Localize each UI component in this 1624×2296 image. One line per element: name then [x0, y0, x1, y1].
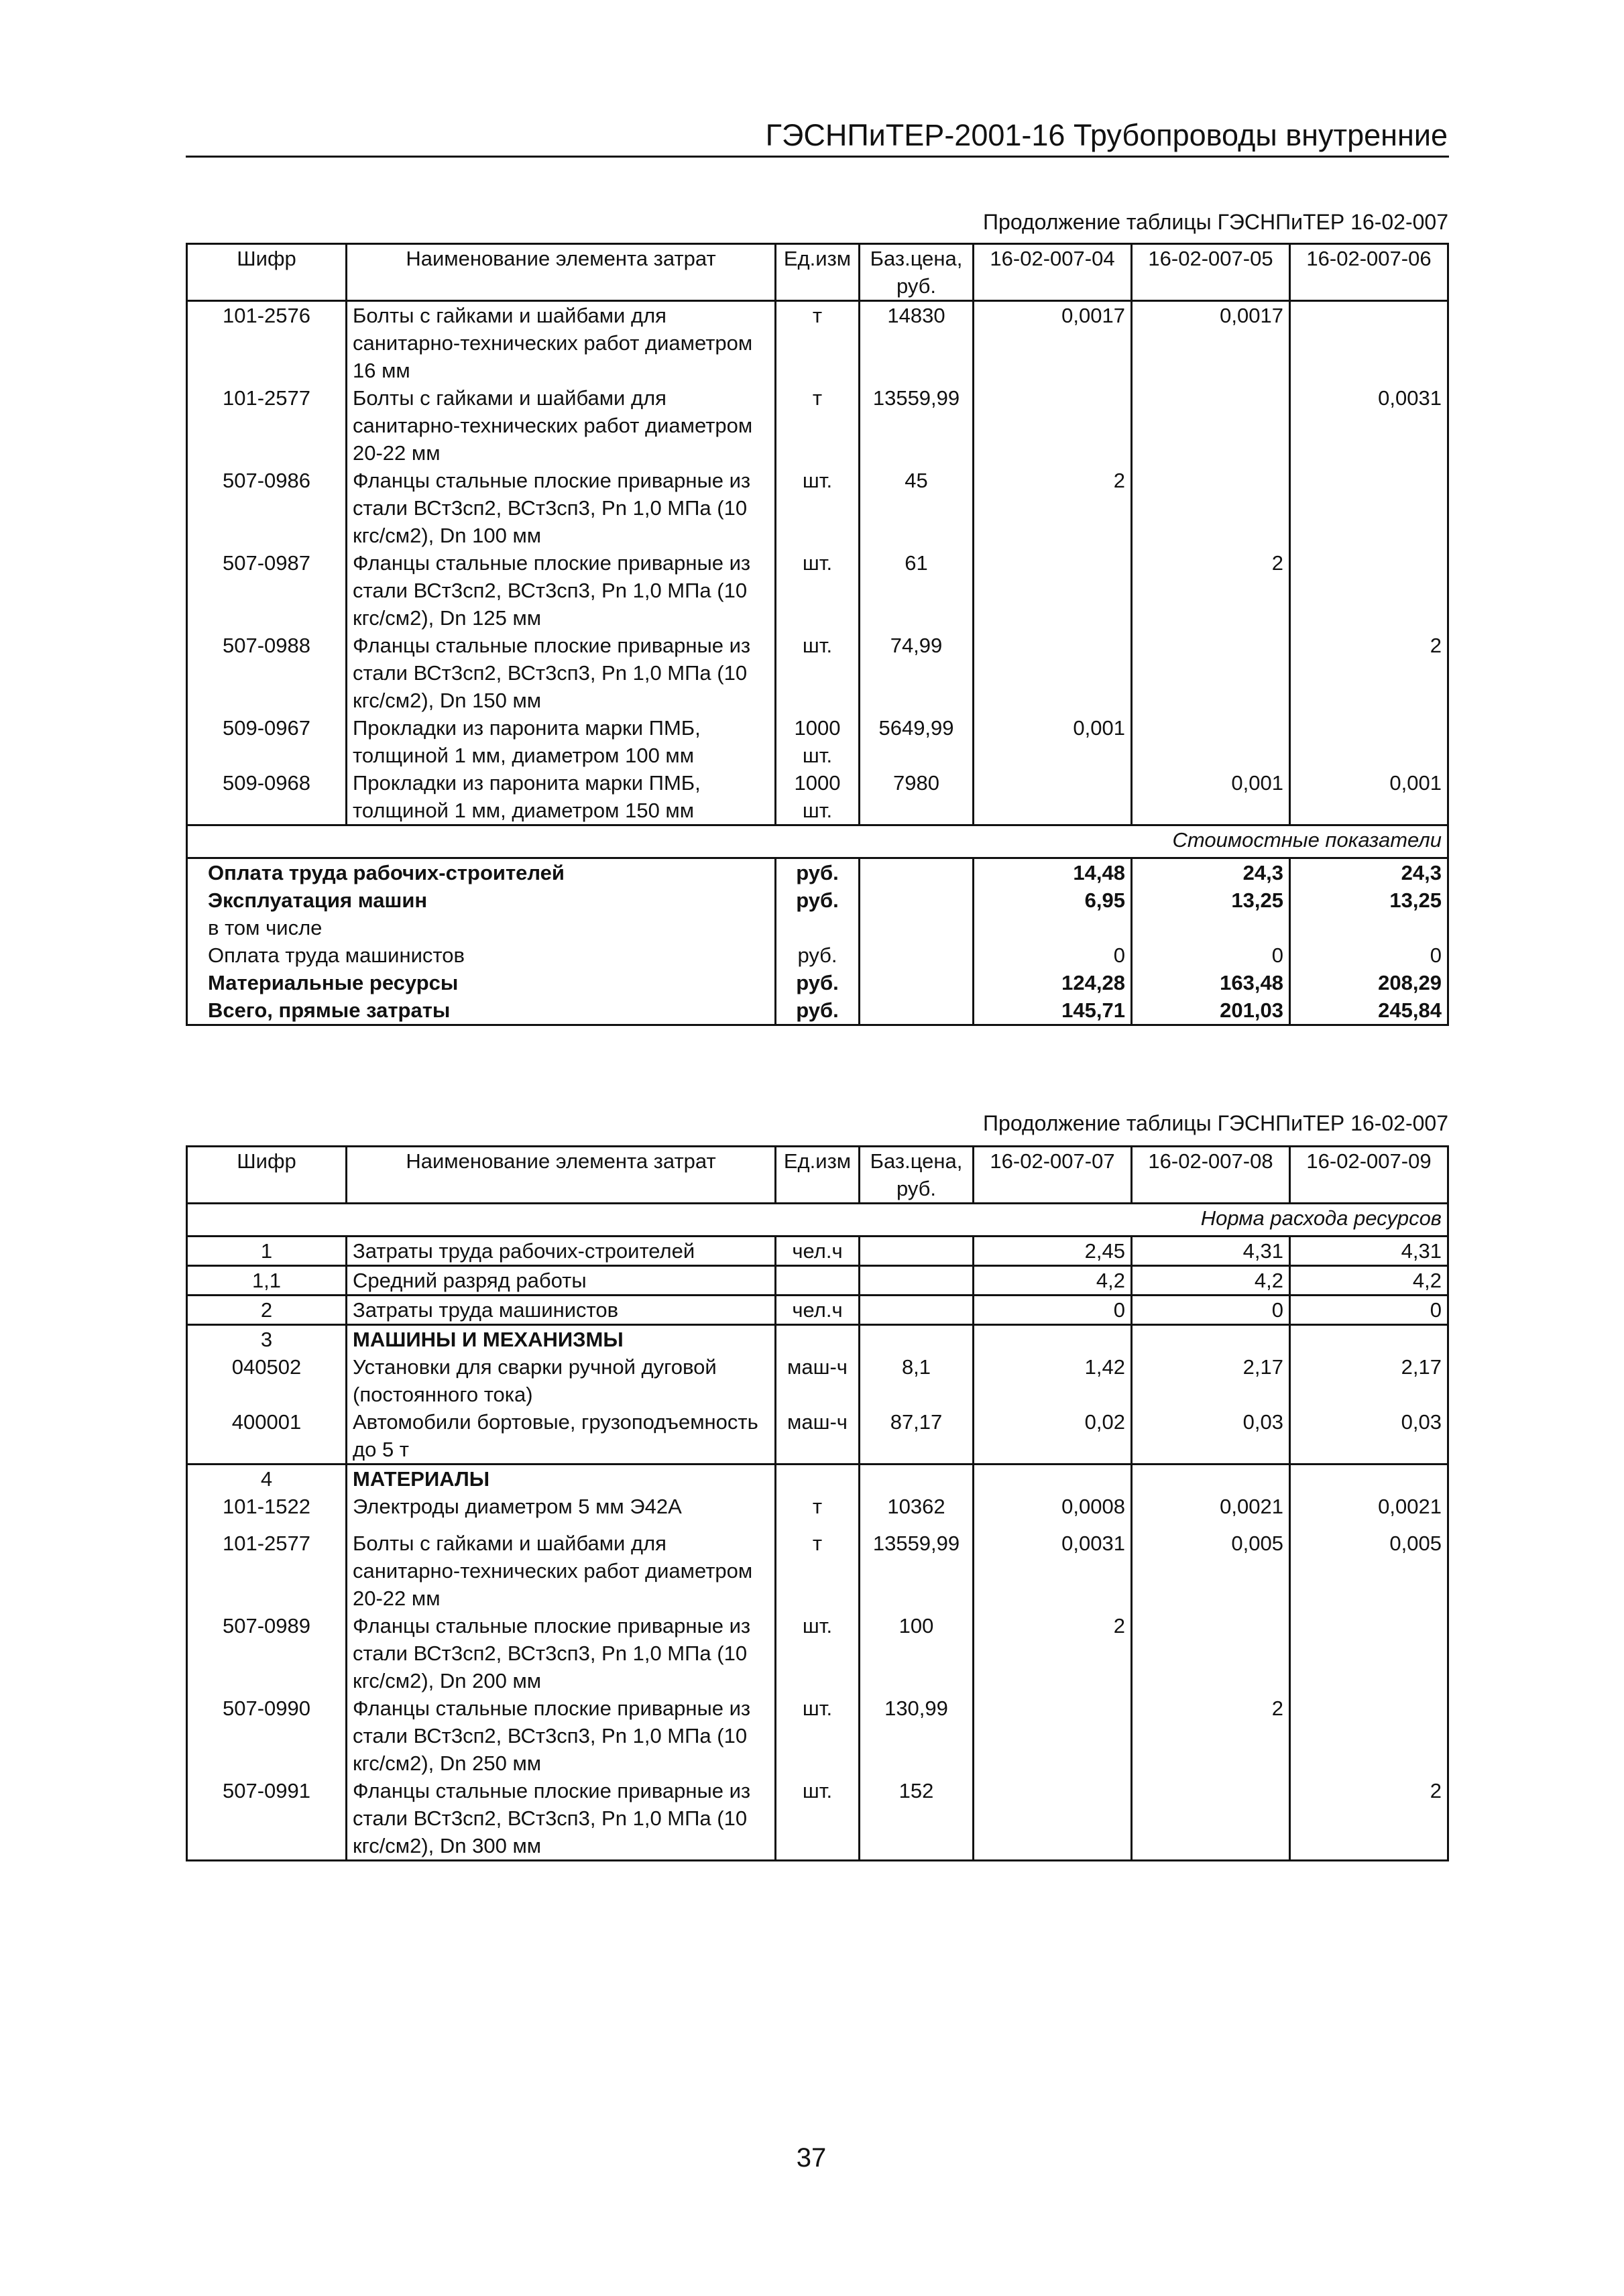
norm-value [974, 1777, 1132, 1861]
norm-value [1290, 1612, 1448, 1695]
resource-code: 040502 [231, 1355, 302, 1379]
cost-value [1290, 914, 1448, 941]
resource-code: 507-0990 [222, 1697, 310, 1720]
resource-name: Затраты труда рабочих-строителей [347, 1237, 776, 1266]
unit: руб. [776, 996, 860, 1025]
resource-code: 101-1522 [222, 1495, 310, 1518]
norm-value: 2 [974, 467, 1132, 549]
resource-name: Прокладки из паронита марки ПМБ, толщиной 1 мм, диаметром 100 мм [347, 714, 776, 769]
unit: чел.ч [776, 1296, 860, 1325]
unit: т [776, 1530, 860, 1612]
norm-value: 0,0008 [974, 1493, 1132, 1530]
norm-value: 0 [1132, 1296, 1290, 1325]
resource-name: Затраты труда машинистов [347, 1296, 776, 1325]
norm-value [1132, 714, 1290, 769]
base-price [860, 914, 974, 941]
table-row [187, 769, 1448, 825]
cost-label: Оплата труда рабочих-строителей [208, 861, 565, 884]
base-price: 14830 [860, 301, 974, 385]
unit [776, 1325, 860, 1354]
unit: шт. [776, 632, 860, 714]
unit: руб. [776, 886, 860, 914]
cost-value: 124,28 [974, 969, 1132, 996]
base-price: 152 [860, 1777, 974, 1861]
cost-value: 201,03 [1132, 996, 1290, 1025]
norm-value [1290, 1695, 1448, 1777]
resource-name: Болты с гайками и шайбами для санитарно-технических работ диаметром 20-22 мм [347, 1530, 776, 1612]
page-number: 37 [796, 2143, 827, 2173]
resource-name: МАШИНЫ И МЕХАНИЗМЫ [347, 1325, 776, 1354]
norm-value: 4,2 [974, 1266, 1132, 1296]
column-header: Ед.изм [776, 244, 860, 301]
resource-code: 400001 [231, 1410, 302, 1434]
norm-value: 2,17 [1132, 1353, 1290, 1408]
column-header: 16-02-007-09 [1290, 1147, 1448, 1204]
unit [776, 1266, 860, 1296]
resource-code: 507-0987 [222, 551, 310, 575]
resource-name: Прокладки из паронита марки ПМБ, толщиной 1 мм, диаметром 150 мм [347, 769, 776, 825]
table-row [187, 714, 1448, 769]
norm-value: 0 [974, 1296, 1132, 1325]
norm-value: 2 [974, 1612, 1132, 1695]
table1 [186, 243, 1449, 1026]
cost-value: 14,48 [974, 858, 1132, 887]
cost-value [1132, 914, 1290, 941]
cost-value: 24,3 [1132, 858, 1290, 887]
table-header-row [187, 1147, 1448, 1204]
column-header: Шифр [187, 244, 347, 301]
base-price [860, 1325, 974, 1354]
table-row [187, 1266, 1448, 1296]
norm-value [974, 549, 1132, 632]
base-price [860, 1296, 974, 1325]
norm-value [1132, 384, 1290, 467]
cost-value: 0 [1132, 941, 1290, 969]
base-price: 100 [860, 1612, 974, 1695]
unit: т [776, 1493, 860, 1530]
base-price: 45 [860, 467, 974, 549]
resource-name: МАТЕРИАЛЫ [347, 1465, 776, 1493]
norm-value [1132, 467, 1290, 549]
cost-row [187, 886, 1448, 914]
norm-value: 2 [1132, 1695, 1290, 1777]
column-header: 16-02-007-06 [1290, 244, 1448, 301]
base-price [860, 1266, 974, 1296]
norm-value [1132, 632, 1290, 714]
cost-label: Оплата труда машинистов [208, 943, 465, 967]
cost-value: 24,3 [1290, 858, 1448, 887]
resource-name: Болты с гайками и шайбами для санитарно-технических работ диаметром 20-22 мм [347, 384, 776, 467]
unit [776, 914, 860, 941]
norm-value: 2 [1132, 549, 1290, 632]
table-row [187, 1612, 1448, 1695]
unit [776, 1465, 860, 1493]
cost-label: Эксплуатация машин [208, 888, 428, 912]
resource-code: 2 [187, 1296, 347, 1325]
unit: руб. [776, 941, 860, 969]
base-price [860, 1237, 974, 1266]
cost-label: в том числе [208, 916, 323, 939]
norm-value: 0,0031 [974, 1530, 1132, 1612]
norm-value [1132, 1612, 1290, 1695]
table1-continuation: Продолжение таблицы ГЭСНПиТЕР 16-02-007 [983, 210, 1448, 234]
cost-value: 0 [974, 941, 1132, 969]
norm-value [1290, 1465, 1448, 1493]
norm-value: 0,0017 [974, 301, 1132, 385]
column-header: Баз.цена, руб. [860, 244, 974, 301]
cost-value: 0 [1290, 941, 1448, 969]
section-band: Норма расхода ресурсов [187, 1204, 1448, 1237]
norm-value [1290, 467, 1448, 549]
resource-name: Фланцы стальные плоские приварные из стали ВСт3сп2, ВСт3сп3, Рn 1,0 МПа (10 кгс/см2), Dn 200 мм [347, 1612, 776, 1695]
cost-value [974, 914, 1132, 941]
norm-value: 2 [1290, 632, 1448, 714]
resource-code: 3 [187, 1325, 347, 1354]
base-price [860, 1465, 974, 1493]
norm-value: 0,001 [1290, 769, 1448, 825]
resource-code: 509-0967 [222, 716, 310, 740]
unit: т [776, 301, 860, 385]
unit: шт. [776, 1777, 860, 1861]
unit: шт. [776, 467, 860, 549]
norm-value [1132, 1777, 1290, 1861]
resource-name: Фланцы стальные плоские приварные из стали ВСт3сп2, ВСт3сп3, Рn 1,0 МПа (10 кгс/см2), Dn 250 мм [347, 1695, 776, 1777]
base-price [860, 941, 974, 969]
cost-value: 13,25 [1290, 886, 1448, 914]
table-row [187, 384, 1448, 467]
resource-name: Установки для сварки ручной дуговой (постоянного тока) [347, 1353, 776, 1408]
norm-value: 0,001 [974, 714, 1132, 769]
norm-value: 4,31 [1132, 1237, 1290, 1266]
column-header: Баз.цена, руб. [860, 1147, 974, 1204]
column-header: Наименование элемента затрат [347, 1147, 776, 1204]
table-header-row [187, 244, 1448, 301]
resource-code: 507-0989 [222, 1614, 310, 1638]
norm-value [1290, 549, 1448, 632]
resource-code: 4 [187, 1465, 347, 1493]
table-row [187, 549, 1448, 632]
resource-code: 101-2577 [222, 1532, 310, 1555]
norm-value: 4,2 [1132, 1266, 1290, 1296]
table-row [187, 1296, 1448, 1325]
section-band-row [187, 825, 1448, 858]
resource-code: 1,1 [187, 1266, 347, 1296]
resource-name: Фланцы стальные плоские приварные из стали ВСт3сп2, ВСт3сп3, Рn 1,0 МПа (10 кгс/см2), Dn 150 мм [347, 632, 776, 714]
unit: шт. [776, 549, 860, 632]
norm-value [974, 1325, 1132, 1354]
resource-code: 1 [187, 1237, 347, 1266]
norm-value: 2,45 [974, 1237, 1132, 1266]
table-row [187, 1325, 1448, 1354]
column-header: Наименование элемента затрат [347, 244, 776, 301]
base-price: 130,99 [860, 1695, 974, 1777]
norm-value: 0,0021 [1290, 1493, 1448, 1530]
table2-continuation: Продолжение таблицы ГЭСНПиТЕР 16-02-007 [983, 1111, 1448, 1135]
cost-value: 6,95 [974, 886, 1132, 914]
section-band: Стоимостные показатели [187, 825, 1448, 858]
unit: маш-ч [776, 1408, 860, 1465]
base-price: 61 [860, 549, 974, 632]
page-header [186, 119, 1449, 158]
cost-value: 163,48 [1132, 969, 1290, 996]
base-price: 8,1 [860, 1353, 974, 1408]
base-price: 13559,99 [860, 384, 974, 467]
unit: 1000 шт. [776, 769, 860, 825]
norm-value [1290, 714, 1448, 769]
norm-value: 0,02 [974, 1408, 1132, 1465]
cost-row [187, 941, 1448, 969]
norm-value: 0,03 [1290, 1408, 1448, 1465]
norm-value: 0,0031 [1290, 384, 1448, 467]
cost-label: Всего, прямые затраты [208, 998, 451, 1022]
norm-value: 2,17 [1290, 1353, 1448, 1408]
table-row [187, 1465, 1448, 1493]
resource-name: Фланцы стальные плоские приварные из стали ВСт3сп2, ВСт3сп3, Рn 1,0 МПа (10 кгс/см2), Dn 300 мм [347, 1777, 776, 1861]
table-row [187, 1237, 1448, 1266]
table-row [187, 1408, 1448, 1465]
norm-value: 0,0021 [1132, 1493, 1290, 1530]
column-header: 16-02-007-05 [1132, 244, 1290, 301]
cost-row [187, 996, 1448, 1025]
section-band-row [187, 1204, 1448, 1237]
base-price: 7980 [860, 769, 974, 825]
table-row [187, 632, 1448, 714]
norm-value [1290, 1325, 1448, 1354]
resource-code: 507-0991 [222, 1779, 310, 1802]
norm-value [1290, 301, 1448, 385]
resource-code: 507-0986 [222, 469, 310, 492]
base-price: 13559,99 [860, 1530, 974, 1612]
cost-row [187, 914, 1448, 941]
norm-value: 0,005 [1290, 1530, 1448, 1612]
resource-code: 509-0968 [222, 771, 310, 795]
resource-name: Фланцы стальные плоские приварные из стали ВСт3сп2, ВСт3сп3, Рn 1,0 МПа (10 кгс/см2), Dn 100 мм [347, 467, 776, 549]
table2 [186, 1145, 1449, 1861]
unit: руб. [776, 969, 860, 996]
unit: руб. [776, 858, 860, 887]
base-price: 87,17 [860, 1408, 974, 1465]
table-row [187, 1530, 1448, 1612]
table-row [187, 1493, 1448, 1530]
norm-value: 0,005 [1132, 1530, 1290, 1612]
norm-value [974, 384, 1132, 467]
norm-value [974, 769, 1132, 825]
cost-label: Материальные ресурсы [208, 971, 459, 994]
base-price [860, 858, 974, 887]
norm-value [1132, 1325, 1290, 1354]
norm-value: 2 [1290, 1777, 1448, 1861]
resource-code: 101-2577 [222, 386, 310, 410]
resource-name: Средний разряд работы [347, 1266, 776, 1296]
norm-value [1132, 1465, 1290, 1493]
norm-value: 1,42 [974, 1353, 1132, 1408]
norm-value: 0,03 [1132, 1408, 1290, 1465]
cost-value: 145,71 [974, 996, 1132, 1025]
column-header: 16-02-007-04 [974, 244, 1132, 301]
table-row [187, 1353, 1448, 1408]
norm-value [974, 632, 1132, 714]
table-row [187, 467, 1448, 549]
column-header: Ед.изм [776, 1147, 860, 1204]
resource-code: 101-2576 [222, 304, 310, 327]
column-header: 16-02-007-07 [974, 1147, 1132, 1204]
norm-value: 0 [1290, 1296, 1448, 1325]
base-price: 5649,99 [860, 714, 974, 769]
base-price: 10362 [860, 1493, 974, 1530]
cost-row [187, 969, 1448, 996]
unit: шт. [776, 1695, 860, 1777]
cost-value: 208,29 [1290, 969, 1448, 996]
unit: чел.ч [776, 1237, 860, 1266]
cost-value: 245,84 [1290, 996, 1448, 1025]
cost-row [187, 858, 1448, 887]
table-row [187, 1777, 1448, 1861]
norm-value [974, 1465, 1132, 1493]
unit: маш-ч [776, 1353, 860, 1408]
unit: шт. [776, 1612, 860, 1695]
base-price: 74,99 [860, 632, 974, 714]
base-price [860, 886, 974, 914]
norm-value [974, 1695, 1132, 1777]
unit: 1000 шт. [776, 714, 860, 769]
base-price [860, 996, 974, 1025]
norm-value: 4,2 [1290, 1266, 1448, 1296]
table2-body [187, 1147, 1448, 1861]
table1-body [187, 244, 1448, 1025]
column-header: 16-02-007-08 [1132, 1147, 1290, 1204]
resource-code: 507-0988 [222, 634, 310, 657]
unit: т [776, 384, 860, 467]
resource-name: Болты с гайками и шайбами для санитарно-технических работ диаметром 16 мм [347, 301, 776, 385]
table-row [187, 1695, 1448, 1777]
column-header: Шифр [187, 1147, 347, 1204]
resource-name: Электроды диаметром 5 мм Э42А [347, 1493, 776, 1530]
cost-value: 13,25 [1132, 886, 1290, 914]
table-row [187, 301, 1448, 385]
resource-name: Автомобили бортовые, грузоподъемность до 5 т [347, 1408, 776, 1465]
norm-value: 4,31 [1290, 1237, 1448, 1266]
page-header-title: ГЭСНПиТЕР-2001-16 Трубопроводы внутренние [765, 118, 1448, 152]
base-price [860, 969, 974, 996]
norm-value: 0,001 [1132, 769, 1290, 825]
resource-name: Фланцы стальные плоские приварные из стали ВСт3сп2, ВСт3сп3, Рn 1,0 МПа (10 кгс/см2), Dn 125 мм [347, 549, 776, 632]
norm-value: 0,0017 [1132, 301, 1290, 385]
